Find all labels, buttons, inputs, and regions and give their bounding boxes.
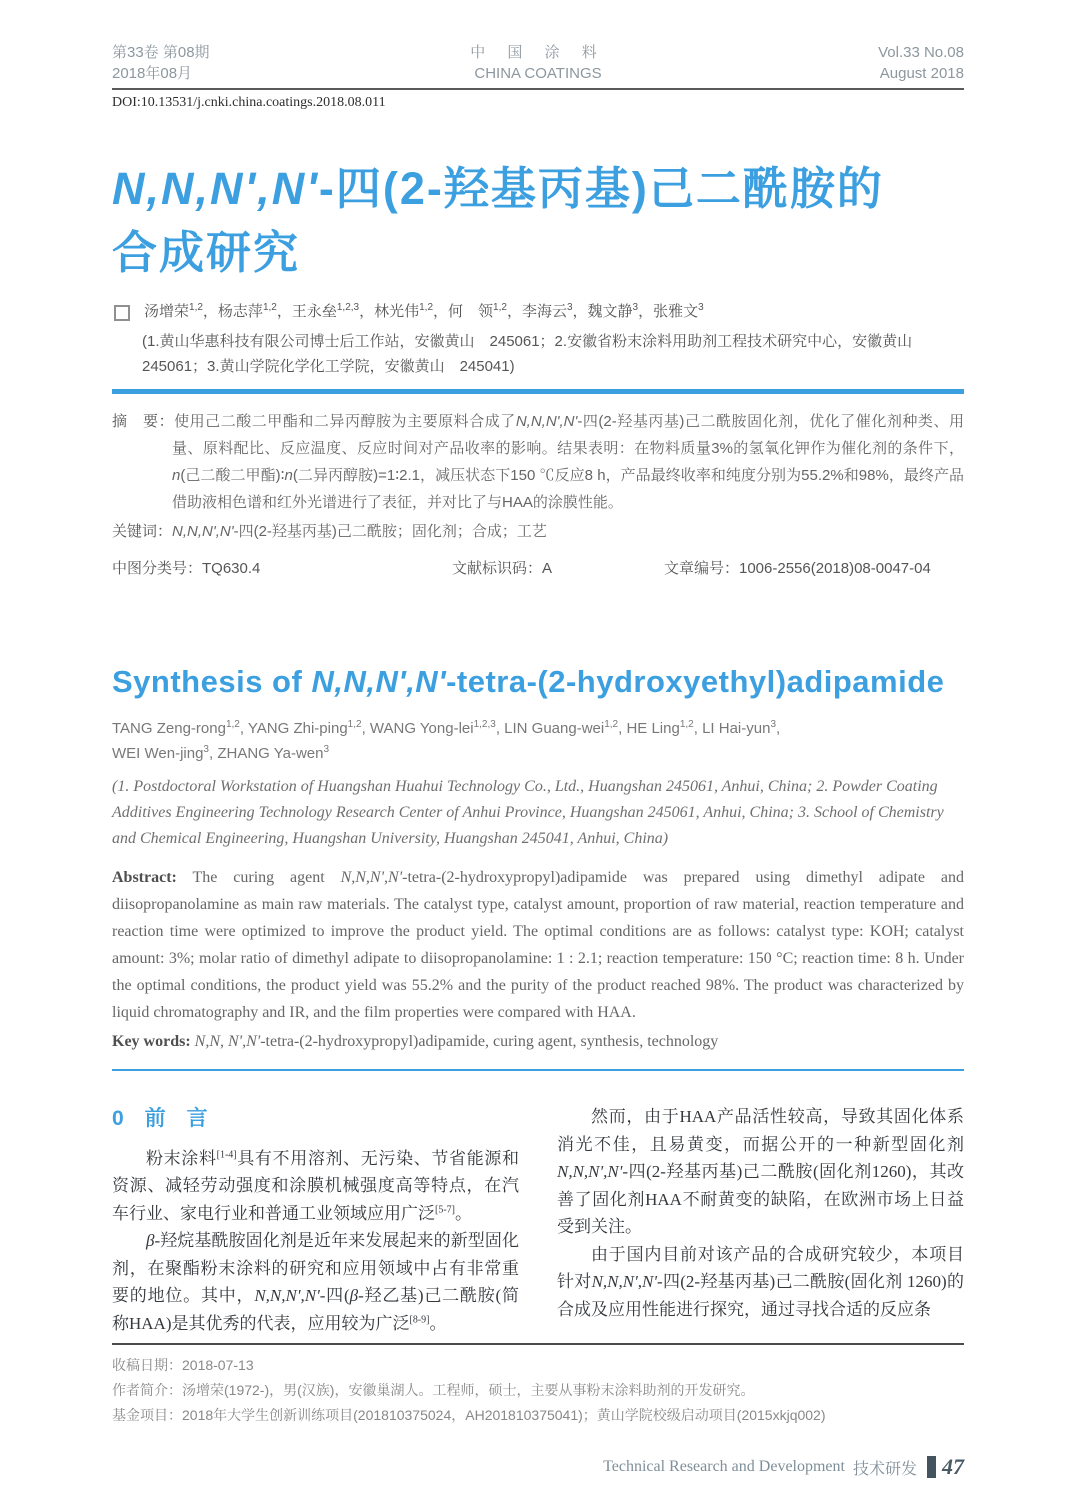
journal-title-en: CHINA COATINGS [474,65,602,82]
keywords-en [112,1028,964,1055]
article-title-en: Synthesis of N,N,N',N'-tetra-(2-hydroxyethyl)adipamide [112,664,945,699]
footnote-received-date: 收稿日期：2018-07-13 [112,1357,254,1373]
article-body [112,1103,964,1337]
footnote-divider [112,1343,964,1345]
footnotes [112,1353,964,1428]
abstract-cn [112,408,964,516]
paragraph: 然而，由于HAA产品活性较高，导致其固化体系消光不佳，且易黄变，而据公开的一种新型固化剂N,N,N',N'-四(2-羟基丙基)己二酰胺(固化剂1260)，其改善了固化剂HAA不耐黄变的缺陷，在欧洲市场上日益受到关注。 [557,1107,964,1236]
authors-cn-row [112,301,964,323]
title-section-divider [112,389,964,394]
volume-issue-cn: 第33卷 第08期 [112,44,210,61]
abstract-en-text: The curing agent N,N,N',N'-tetra-(2-hydroxypropyl)adipamide was prepared using dimethyl adipate and diisopropanolamine as main raw materials. The catalyst type, catalyst amount, proportion of raw material, reaction temperature and reaction time were optimized to improve the product yield. The optimal conditions are as follows: catalyst type: KOH; catalyst amount: 3%; molar ratio of dimethyl adipate to diisopropanolamine: 1 : 2.1; reaction temperature: 150 °C; reaction time: 8 h. Under the optimal conditions, the product yield was 55.2% and the purity of the product reached 98%. The product was characterized by liquid chromatography and IR, and the film properties were compared with HAA. [112,869,964,1021]
authors-en [112,716,964,766]
header-volume-en [714,42,964,84]
authors-en-line2: WEI Wen-jing$^3$, ZHANG Ya-wen$^3$ [112,744,330,762]
doi-text: DOI:10.13531/j.cnki.china.coatings.2018.08.011 [112,95,386,110]
classification-row [112,557,964,578]
journal-header [112,42,964,84]
page-number-bar [927,1456,936,1478]
page-number: 47 [942,1454,964,1479]
article-title-cn-line1: N,N,N',N'-四(2-羟基丙基)己二酰胺的 [112,163,884,214]
affiliations-en: (1. Postdoctoral Workstation of Huangshan Huahui Technology Co., Ltd., Huangshan 245061, Anhui, China; 2. Powder Coating Additives Engineering Technology Research Center of Anhui Province, Huangshan 245061, Anhui, China; 3. School of Chemistry and Chemical Engineering, Huangshan University, Huangshan 245041, Anhui, China) [112,778,944,847]
authors-en-line1: TANG Zeng-rong$^{1,2}$, YANG Zhi-ping$^{1,2}$, WANG Yong-lei$^{1,2,3}$, LIN Guang-wei$^{1,2}$, HE Ling$^{1,2}$, LI Hai-yun$^3$, [112,719,781,737]
date-cn: 2018年08月 [112,65,193,82]
keywords-en-label: Key words: [112,1033,191,1050]
journal-title-cn: 中 国 涂 料 [470,44,606,61]
affiliations-cn: (1.黄山华惠科技有限公司博士后工作站，安徽黄山 245061；2.安徽省粉末涂料用助剂工程技术研究中心，安徽黄山 245061；3.黄山学院化学化工学院，安徽黄山 245041) [142,333,928,375]
footer-section-en: Technical Research and Development [603,1458,845,1475]
page-content [112,42,964,1480]
authors-cn: 汤增荣$^{1,2}$，杨志萍$^{1,2}$，王永垒$^{1,2,3}$，林光伟$^{1,2}$，何 领$^{1,2}$，李海云$^3$，魏文静$^3$，张雅文$^3$ [144,302,704,320]
journal-title-block [362,42,714,84]
section-heading-intro: 0 前 言 [112,1107,208,1130]
abstract-en-label: Abstract: [112,869,177,886]
abstract-body-divider [112,1069,964,1071]
footer-section-cn: 技术研发 [852,1460,917,1478]
abstract-cn-text: 使用己二酸二甲酯和二异丙醇胺为主要原料合成了N,N,N',N'-四(2-羟基丙基)己二酰胺固化剂，优化了催化剂种类、用量、原料配比、反应温度、反应时间对产品收率的影响。结果表明：在物料质量3%的氢氧化钾作为催化剂的条件下，n(己二酸二甲酯)∶n(二异丙醇胺)=1∶2.1，减压状态下150 ℃反应8 h，产品最终收率和纯度分别为55.2%和98%，最终产品借助液相色谱和红外光谱进行了表征，并对比了与HAA的涂膜性能。 [172,413,964,511]
header-volume-cn [112,42,362,84]
paragraph: β-羟烷基酰胺固化剂是近年来发展起来的新型固化剂，在聚酯粉末涂料的研究和应用领域中占有非常重要的地位。其中，N,N,N',N'-四(β-羟乙基)己二酰胺(简称HAA)是其优秀的代表，应用较为广泛[8-9]。 [112,1231,520,1333]
document-code: 文献标识码：A [452,560,553,577]
keywords-cn-text: N,N,N',N'-四(2-羟基丙基)己二酰胺；固化剂；合成；工艺 [172,523,547,540]
paragraph: 由于国内目前对该产品的合成研究较少，本项目针对N,N,N',N'-四(2-羟基丙基)己二酰胺(固化剂 1260)的合成及应用性能进行探究，通过寻找合适的反应条 [557,1244,965,1319]
abstract-en [112,864,964,1026]
date-en: August 2018 [879,65,964,82]
keywords-en-text: N,N, N',N'-tetra-(2-hydroxypropyl)adipamide, curing agent, synthesis, technology [194,1033,719,1050]
footnote-funding: 基金项目：2018年大学生创新训练项目(201810375024，AH201810375041)；黄山学院校级启动项目(2015xkjq002) [112,1407,826,1423]
clc-number: 中图分类号：TQ630.4 [112,560,261,577]
volume-issue-en: Vol.33 No.08 [878,44,964,61]
abstract-cn-label: 摘 要： [112,413,175,430]
article-title-cn-line2: 合成研究 [112,227,301,278]
author-marker-icon [114,305,130,321]
body-column-left [112,1103,519,1337]
footnote-author-bio: 作者简介：汤增荣(1972-)，男(汉族)，安徽巢湖人。工程师，硕士，主要从事粉末涂料助剂的开发研究。 [112,1382,755,1398]
article-title-cn [112,157,964,285]
article-id: 文章编号：1006-2556(2018)08-0047-04 [664,560,931,577]
body-column-right [557,1103,964,1337]
page-footer [112,1454,964,1480]
header-divider [112,88,964,90]
paragraph: 粉末涂料[1-4]具有不用溶剂、无污染、节省能源和资源、减轻劳动强度和涂膜机械强度高等特点，在汽车行业、家电行业和普通工业领域应用广泛[5-7]。 [112,1148,520,1223]
keywords-cn [112,518,964,545]
keywords-cn-label: 关键词： [112,523,173,540]
